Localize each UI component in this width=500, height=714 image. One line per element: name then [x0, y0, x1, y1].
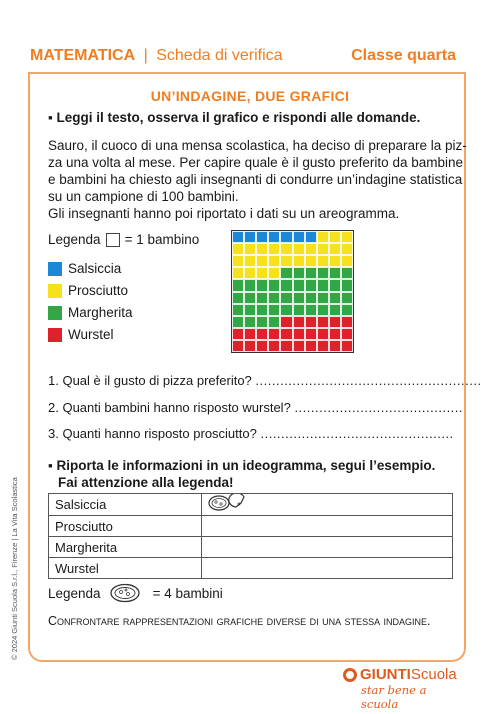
areogram-cell	[256, 243, 268, 255]
learning-objective: Confrontare rappresentazioni grafiche diverse di una stessa indagine.	[48, 614, 431, 628]
ideogram-cell[interactable]	[202, 516, 453, 537]
areogram-cell	[317, 304, 329, 316]
sheet-label: Scheda di verifica	[156, 47, 283, 64]
areogram-cell	[256, 292, 268, 304]
areogram-cell	[268, 292, 280, 304]
pizza-icons	[208, 494, 254, 512]
areogram-cell	[317, 279, 329, 291]
areogram-cell	[293, 231, 305, 243]
areogram-cell	[244, 279, 256, 291]
paragraph-line: su un campione di 100 bambini.	[48, 189, 239, 204]
answer-line[interactable]: .........................................	[294, 400, 464, 415]
areogram-cell	[341, 292, 353, 304]
areogram-cell	[244, 340, 256, 352]
areogram-cell	[341, 255, 353, 267]
publisher-logo	[343, 666, 463, 711]
instruction-2-line: Fai attenzione alla legenda!	[58, 475, 234, 490]
areogram-cell	[305, 304, 317, 316]
areogram-cell	[256, 255, 268, 267]
areogram-cell	[232, 316, 244, 328]
areogram-cell	[244, 255, 256, 267]
areogram-cell	[256, 328, 268, 340]
areogram-cell	[232, 279, 244, 291]
areogram-cell	[256, 267, 268, 279]
key-label: Wurstel	[68, 327, 114, 342]
pizza-slice-icon	[229, 494, 244, 507]
areogram-cell	[329, 316, 341, 328]
question-text: 3. Quanti hanno risposto prosciutto?	[48, 426, 257, 441]
areogram-cell	[317, 328, 329, 340]
areogram-cell	[305, 279, 317, 291]
legend-value: = 1 bambino	[124, 232, 200, 247]
areogram-cell	[268, 243, 280, 255]
areogram-cell	[329, 267, 341, 279]
answer-line[interactable]: ...............................................	[260, 426, 454, 441]
areogram-cell	[305, 292, 317, 304]
areogram-cell	[280, 304, 292, 316]
question-text: 1. Qual è il gusto di pizza preferito?	[48, 373, 252, 388]
areogram-cell	[329, 328, 341, 340]
key-label: Margherita	[68, 305, 133, 320]
table-row	[49, 494, 453, 516]
areogram-cell	[280, 255, 292, 267]
areogram-cell	[293, 292, 305, 304]
areogram-cell	[305, 231, 317, 243]
row-label: Margherita	[49, 537, 202, 558]
answer-line[interactable]: .......................................................	[255, 373, 482, 388]
areogram-cell	[256, 279, 268, 291]
areogram-cell	[244, 231, 256, 243]
areogram-cell	[329, 279, 341, 291]
areogram-cell	[341, 340, 353, 352]
areogram-grid	[231, 230, 354, 353]
areogram-cell	[305, 255, 317, 267]
areogram-cell	[232, 328, 244, 340]
logo-mark-icon	[343, 668, 357, 682]
question-2	[48, 400, 463, 415]
page-header	[30, 47, 456, 67]
areogram-cell	[341, 243, 353, 255]
logo-brand-2: Scuola	[410, 666, 457, 683]
areogram-cell	[293, 328, 305, 340]
areogram-cell	[268, 328, 280, 340]
question-1	[48, 373, 482, 388]
key-margherita	[48, 305, 133, 320]
logo-tagline: star bene a scuola	[361, 683, 427, 711]
areogram-cell	[317, 316, 329, 328]
areogram-cell	[268, 304, 280, 316]
instruction-2-line: ▪ Riporta le informazioni in un ideogramma, segui l’esempio.	[48, 458, 436, 473]
areogram-cell	[329, 292, 341, 304]
areogram-cell	[268, 267, 280, 279]
legend-ideogram	[48, 583, 223, 603]
areogram-cell	[280, 340, 292, 352]
question-3	[48, 426, 454, 441]
areogram-cell	[329, 243, 341, 255]
areogram-cell	[317, 292, 329, 304]
areogram-cell	[293, 267, 305, 279]
legend-value: = 4 bambini	[152, 585, 223, 601]
areogram-cell	[341, 279, 353, 291]
table-row	[49, 516, 453, 537]
header-separator: |	[143, 47, 148, 64]
subject-label: MATEMATICA	[30, 47, 136, 64]
areogram-cell	[232, 255, 244, 267]
areogram-cell	[341, 316, 353, 328]
key-label: Salsiccia	[68, 261, 122, 276]
legend-unit	[48, 232, 199, 247]
areogram-cell	[268, 279, 280, 291]
pizza-icon	[109, 583, 143, 603]
areogram-cell	[256, 316, 268, 328]
key-wurstel	[48, 327, 114, 342]
pizza-icon	[209, 496, 229, 510]
areogram-cell	[280, 279, 292, 291]
key-salsiccia	[48, 261, 121, 276]
areogram-cell	[317, 267, 329, 279]
paragraph-line: e bambini ha chiesto agli insegnanti di condurre un’indagine statistica	[48, 172, 463, 187]
areogram-cell	[317, 231, 329, 243]
areogram-cell	[244, 243, 256, 255]
areogram-cell	[232, 243, 244, 255]
areogram-cell	[256, 231, 268, 243]
swatch-blue	[48, 262, 62, 276]
copyright-note: © 2024 Giunti Scuola S.r.l., Firenze | La Vita Scolastica	[10, 477, 19, 660]
table-row	[49, 537, 453, 558]
areogram-cell	[268, 231, 280, 243]
legend-label: Legenda	[48, 232, 101, 247]
areogram-cell	[244, 267, 256, 279]
table-row	[49, 558, 453, 579]
areogram-cell	[280, 316, 292, 328]
areogram-cell	[305, 267, 317, 279]
row-label: Salsiccia	[49, 494, 202, 516]
areogram-cell	[317, 340, 329, 352]
areogram-cell	[244, 292, 256, 304]
areogram-cell	[232, 231, 244, 243]
areogram-cell	[305, 316, 317, 328]
areogram-cell	[268, 340, 280, 352]
areogram-cell	[317, 255, 329, 267]
logo-brand: GIUNTI	[360, 666, 411, 683]
areogram-cell	[280, 267, 292, 279]
unit-square-icon	[106, 233, 120, 247]
instruction-2	[48, 457, 435, 491]
areogram-cell	[305, 340, 317, 352]
paragraph-line: za una volta al mese. Per capire quale è il gusto preferito da bambine	[48, 155, 463, 170]
areogram-cell	[293, 243, 305, 255]
areogram-cell	[232, 340, 244, 352]
row-label: Wurstel	[49, 558, 202, 579]
ideogram-table	[48, 493, 453, 579]
ideogram-cell[interactable]	[202, 537, 453, 558]
logo-wordmark	[343, 666, 463, 683]
areogram-cell	[341, 231, 353, 243]
areogram-cell	[317, 243, 329, 255]
areogram-cell	[280, 292, 292, 304]
question-text: 2. Quanti bambini hanno risposto wurstel?	[48, 400, 291, 415]
ideogram-cell[interactable]	[202, 558, 453, 579]
areogram-cell	[329, 304, 341, 316]
areogram-cell	[232, 304, 244, 316]
areogram-cell	[293, 279, 305, 291]
instruction-1: ▪ Leggi il testo, osserva il grafico e rispondi alle domande.	[48, 110, 421, 125]
swatch-red	[48, 328, 62, 342]
areogram-cell	[280, 231, 292, 243]
key-prosciutto	[48, 283, 128, 298]
areogram-cell	[244, 304, 256, 316]
story-paragraph	[48, 137, 467, 222]
areogram-cell	[268, 316, 280, 328]
row-label: Prosciutto	[49, 516, 202, 537]
areogram-cell	[305, 243, 317, 255]
areogram-cell	[293, 316, 305, 328]
areogram-cell	[232, 267, 244, 279]
key-label: Prosciutto	[68, 283, 129, 298]
areogram-cell	[232, 292, 244, 304]
areogram-cell	[293, 255, 305, 267]
swatch-green	[48, 306, 62, 320]
areogram-cell	[293, 304, 305, 316]
page-title: UN’INDAGINE, DUE GRAFICI	[150, 88, 350, 104]
areogram-cell	[329, 231, 341, 243]
areogram-cell	[256, 304, 268, 316]
areogram-cell	[329, 255, 341, 267]
areogram-cell	[341, 304, 353, 316]
header-subject	[30, 47, 283, 65]
paragraph-line: Gli insegnanti hanno poi riportato i dati su un areogramma.	[48, 206, 400, 221]
areogram-cell	[244, 328, 256, 340]
areogram-cell	[280, 328, 292, 340]
areogram-cell	[293, 340, 305, 352]
areogram-cell	[341, 328, 353, 340]
areogram-cell	[305, 328, 317, 340]
paragraph-line: Sauro, il cuoco di una mensa scolastica, ha deciso di preparare la piz-	[48, 138, 467, 153]
swatch-yellow	[48, 284, 62, 298]
areogram-cell	[244, 316, 256, 328]
areogram-cell	[280, 243, 292, 255]
legend-label: Legenda	[48, 585, 101, 601]
ideogram-cell[interactable]	[202, 494, 453, 516]
grade-label: Classe quarta	[351, 47, 456, 64]
areogram-cell	[329, 340, 341, 352]
areogram-cell	[268, 255, 280, 267]
areogram-cell	[256, 340, 268, 352]
areogram-cell	[341, 267, 353, 279]
